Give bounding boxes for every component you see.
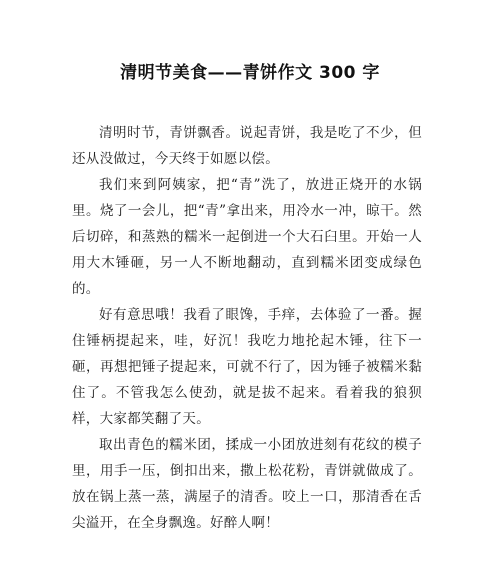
document-title: 清明节美食——青饼作文 300 字 bbox=[120, 63, 380, 83]
paragraph-1: 清明时节，青饼飘香。说起青饼，我是吃了不少，但还从没做过，今天终于如愿以偿。 bbox=[72, 125, 422, 167]
document-body bbox=[72, 120, 422, 536]
paragraph-2: 我们来到阿姨家，把“青”洗了，放进正烧开的水锅里。烧了一会儿，把“青”拿出来，用冷水一冲，晾干。然后切碎，和蒸熟的糯米一起倒进一个大石臼里。开始一人用大木锤砸，另一人不断地翻动，直到糯米团变成绿色的。 bbox=[72, 177, 422, 297]
paragraph-3: 好有意思哦！我看了眼馋，手痒，去体验了一番。握住锤柄提起来，哇，好沉！我吃力地抡起木锤，往下一砸，再想把锤子提起来，可就不行了，因为锤子被糯米黏住了。不管我怎么使劲，就是拔不起来。看着我的狼狈样，大家都笑翻了天。 bbox=[72, 307, 422, 427]
paragraph-4: 取出青色的糯米团，揉成一小团放进刻有花纹的模子里，用手一压，倒扣出来，撒上松花粉，青饼就做成了。放在锅上蒸一蒸，满屋子的清香。咬上一口，那清香在舌尖溢开，在全身飘逸。好醉人啊！ bbox=[72, 437, 422, 531]
